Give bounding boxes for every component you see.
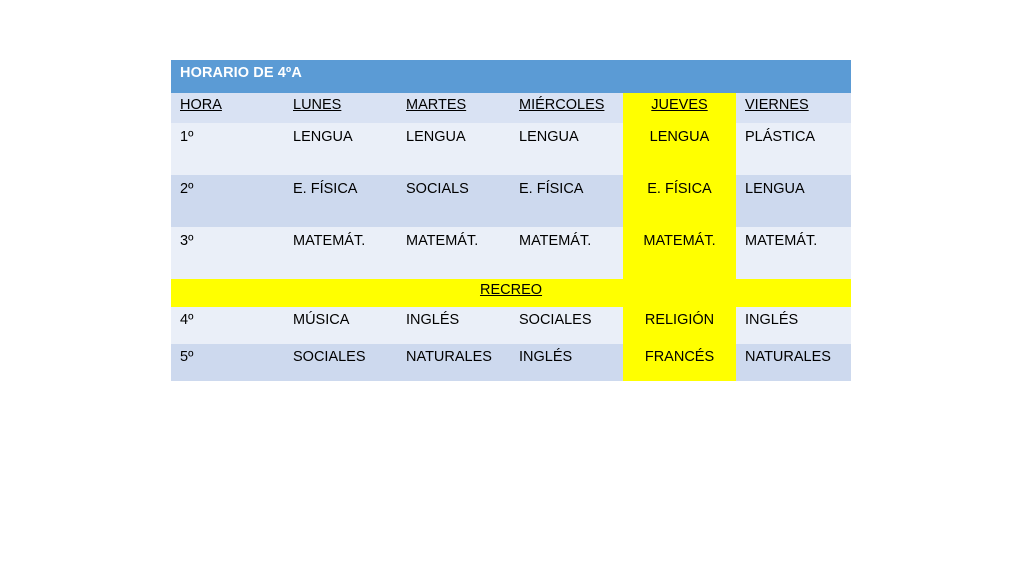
cell-3-miercoles: MATEMÁT. [510,227,623,279]
break-row [171,279,851,307]
table-row [171,175,851,227]
cell-1-jueves: LENGUA [623,123,736,175]
cell-3-lunes: MATEMÁT. [284,227,397,279]
cell-3-jueves: MATEMÁT. [623,227,736,279]
cell-5-martes: NATURALES [397,344,510,381]
cell-4-lunes: MÚSICA [284,307,397,344]
table-row [171,227,851,279]
cell-5-miercoles: INGLÉS [510,344,623,381]
cell-5-viernes: NATURALES [736,344,851,381]
cell-2-miercoles: E. FÍSICA [510,175,623,227]
cell-5-lunes: SOCIALES [284,344,397,381]
column-header-lunes [284,93,397,123]
cell-3-viernes: MATEMÁT. [736,227,851,279]
table-title-row [171,60,851,93]
column-header-hora-label: HORA [180,97,222,113]
cell-4-martes: INGLÉS [397,307,510,344]
cell-4-jueves: RELIGIÓN [623,307,736,344]
schedule-title: HORARIO DE 4ºA [171,60,851,93]
table-header-row [171,93,851,123]
cell-3-martes: MATEMÁT. [397,227,510,279]
cell-1-martes: LENGUA [397,123,510,175]
cell-4-miercoles: SOCIALES [510,307,623,344]
cell-5-jueves: FRANCÉS [623,344,736,381]
break-label [171,279,851,307]
table-row [171,123,851,175]
schedule-table [171,60,851,381]
column-header-martes-label: MARTES [406,97,467,113]
row-hour-4: 4º [171,307,284,344]
column-header-hora [171,93,284,123]
table-row [171,307,851,344]
cell-1-miercoles: LENGUA [510,123,623,175]
cell-4-viernes: INGLÉS [736,307,851,344]
column-header-martes [397,93,510,123]
row-hour-2: 2º [171,175,284,227]
column-header-viernes [736,93,851,123]
column-header-miercoles [510,93,623,123]
column-header-jueves [623,93,736,123]
column-header-lunes-label: LUNES [293,97,342,113]
table-row [171,344,851,381]
cell-2-lunes: E. FÍSICA [284,175,397,227]
row-hour-3: 3º [171,227,284,279]
cell-2-martes: SOCIALS [397,175,510,227]
column-header-jueves-label: JUEVES [651,97,708,113]
break-label-text: RECREO [479,282,543,298]
cell-1-viernes: PLÁSTICA [736,123,851,175]
column-header-miercoles-label: MIÉRCOLES [519,97,605,113]
column-header-viernes-label: VIERNES [745,97,809,113]
cell-2-jueves: E. FÍSICA [623,175,736,227]
cell-2-viernes: LENGUA [736,175,851,227]
row-hour-1: 1º [171,123,284,175]
row-hour-5: 5º [171,344,284,381]
cell-1-lunes: LENGUA [284,123,397,175]
